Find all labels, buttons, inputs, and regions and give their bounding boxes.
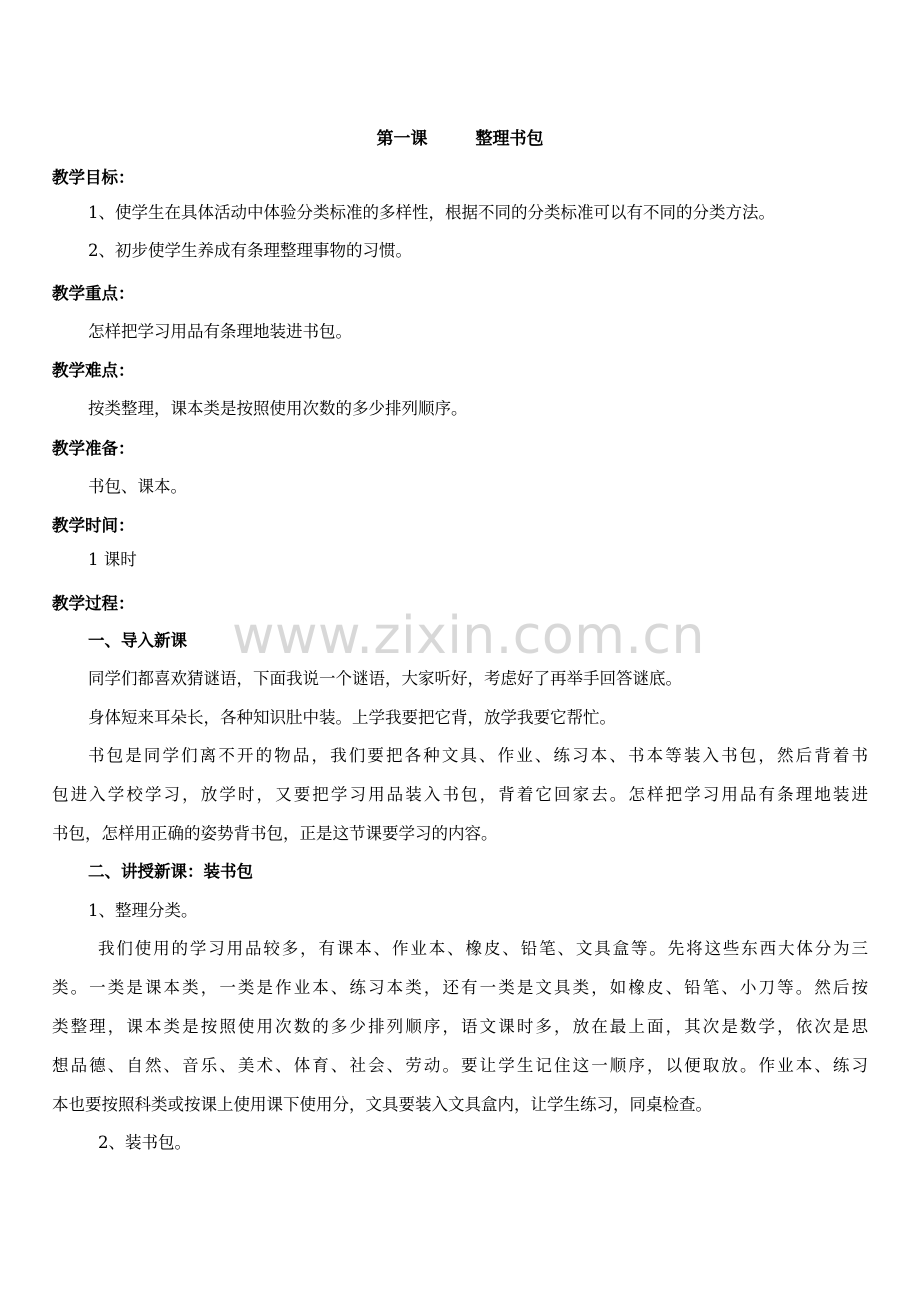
section-2-paragraph-line-2: 类。一类是课本类，一类是作业本、练习本类，还有一类是文具类，如橡皮、铅笔、小刀等。然后按 bbox=[52, 978, 868, 997]
watermark: www.zixin.com.cn bbox=[232, 606, 705, 666]
process-heading: 教学过程： bbox=[52, 594, 135, 613]
time-heading: 教学时间： bbox=[52, 516, 135, 535]
section-2-paragraph-line-1: 我们使用的学习用品较多，有课本、作业本、橡皮、铅笔、文具盒等。先将这些东西大体分为三 bbox=[98, 939, 868, 958]
objective-item-2: 2、初步使学生养成有条理整理事物的习惯。 bbox=[88, 241, 412, 260]
section-1-paragraph-3-line-1: 书包是同学们离不开的物品，我们要把各种文具、作业、练习本、书本等装入书包，然后背着书 bbox=[88, 746, 868, 765]
section-2-heading: 二、讲授新课：装书包 bbox=[88, 862, 253, 881]
time-text: 1 课时 bbox=[88, 550, 137, 569]
preparation-text: 书包、课本。 bbox=[88, 477, 187, 496]
objective-item-1: 1、使学生在具体活动中体验分类标准的多样性，根据不同的分类标准可以有不同的分类方法。 bbox=[88, 203, 775, 222]
section-2-step-1: 1、整理分类。 bbox=[88, 901, 198, 920]
lesson-name: 整理书包 bbox=[475, 129, 544, 149]
key-points-heading: 教学重点： bbox=[52, 284, 135, 303]
section-2-paragraph-line-4: 想品德、自然、音乐、美术、体育、社会、劳动。要让学生记住这一顺序，以便取放。作业本、练习 bbox=[52, 1056, 868, 1075]
preparation-heading: 教学准备： bbox=[52, 439, 135, 458]
section-2-step-2: 2、装书包。 bbox=[98, 1133, 191, 1152]
section-2-paragraph-line-5: 本也要按照科类或按课上使用课下使用分，文具要装入文具盒内，让学生练习，同桌检查。 bbox=[52, 1095, 712, 1114]
section-1-paragraph-3-line-3: 书包，怎样用正确的姿势背书包，正是这节课要学习的内容。 bbox=[52, 824, 498, 843]
key-points-text: 怎样把学习用品有条理地装进书包。 bbox=[88, 322, 352, 341]
lesson-number: 第一课 bbox=[376, 129, 428, 149]
section-1-paragraph-3-line-2: 包进入学校学习，放学时，又要把学习用品装入书包，背着它回家去。怎样把学习用品有条理地装进 bbox=[52, 785, 868, 804]
section-1-heading: 一、导入新课 bbox=[88, 631, 187, 650]
section-1-paragraph-2: 身体短来耳朵长，各种知识肚中装。上学我要把它背，放学我要它帮忙。 bbox=[88, 708, 616, 727]
section-2-paragraph-line-3: 类整理，课本类是按照使用次数的多少排列顺序，语文课时多，放在最上面，其次是数学，依次是思 bbox=[52, 1017, 868, 1036]
difficulties-heading: 教学难点： bbox=[52, 361, 135, 380]
page-title bbox=[0, 128, 920, 150]
objectives-heading: 教学目标： bbox=[52, 168, 135, 187]
section-1-paragraph-1: 同学们都喜欢猜谜语，下面我说一个谜语，大家听好，考虑好了再举手回答谜底。 bbox=[88, 669, 682, 688]
difficulties-text: 按类整理，课本类是按照使用次数的多少排列顺序。 bbox=[88, 399, 468, 418]
